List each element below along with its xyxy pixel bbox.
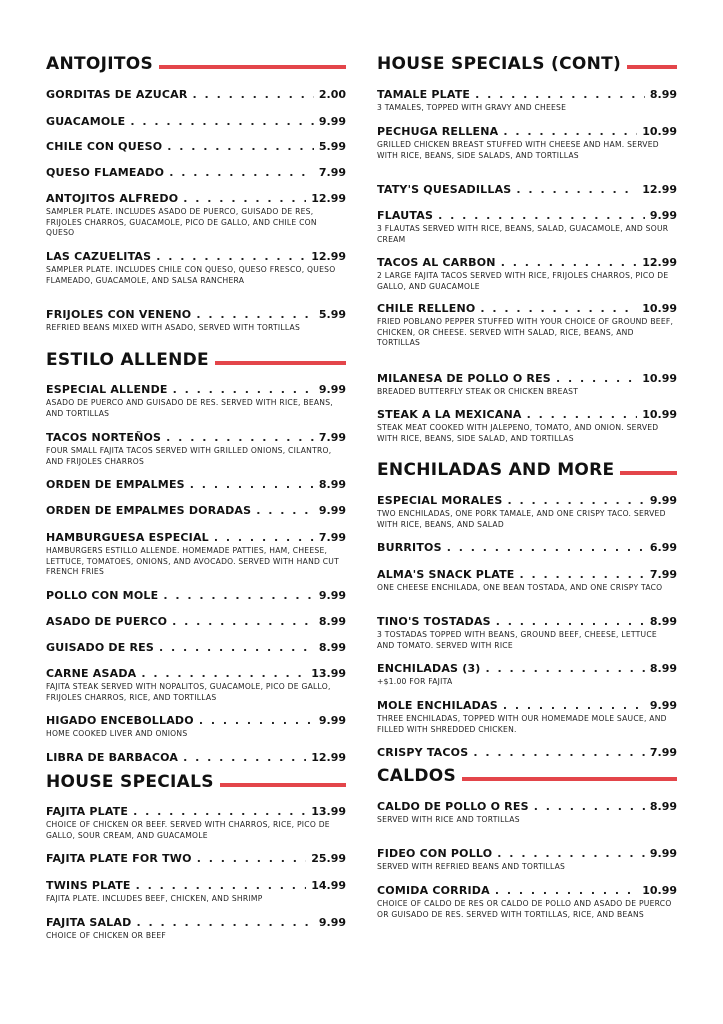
item-price: 10.99 xyxy=(642,125,677,138)
menu-item-burritos xyxy=(377,541,677,555)
item-line xyxy=(377,302,677,316)
item-price: 9.99 xyxy=(649,494,677,507)
item-line xyxy=(46,589,346,603)
menu-item-frijoles-con-veneno xyxy=(46,308,346,334)
menu-item-tino-s-tostadas xyxy=(377,615,677,651)
item-line xyxy=(377,125,677,139)
item-name: ESPECIAL ALLENDE xyxy=(46,383,168,396)
dot-leader xyxy=(507,494,644,507)
dot-leader xyxy=(520,568,645,581)
menu-item-guisado-de-res xyxy=(46,641,346,655)
item-price: 8.99 xyxy=(318,478,346,491)
item-price: 8.99 xyxy=(649,800,677,813)
dot-leader xyxy=(480,302,637,315)
item-price: 9.99 xyxy=(318,115,346,128)
item-name: CHILE RELLENO xyxy=(377,302,476,315)
item-line xyxy=(377,372,677,386)
item-name: ORDEN DE EMPALMES xyxy=(46,478,185,491)
item-name: TACOS NORTEÑOS xyxy=(46,431,162,444)
item-description: CHOICE OF CHICKEN OR BEEF xyxy=(46,931,167,940)
dot-leader xyxy=(167,140,314,153)
menu-item-fajita-salad xyxy=(46,916,346,942)
menu-item-guacamole xyxy=(46,115,346,129)
menu-item-taty-s-quesadillas xyxy=(377,183,677,197)
section-header-enchiladas-and-more xyxy=(377,460,677,480)
item-description: 3 TAMALES, TOPPED WITH GRAVY AND CHEESE xyxy=(377,103,567,112)
item-line xyxy=(377,800,677,814)
item-name: FRIJOLES CON VENENO xyxy=(46,308,192,321)
menu-item-antojitos-alfredo xyxy=(46,192,346,239)
section-rule xyxy=(627,65,677,69)
item-description: ASADO DE PUERCO AND GUISADO DE RES. SERVED WITH RICE, BEANS, AND TORTILLAS xyxy=(46,398,333,418)
dot-leader xyxy=(486,662,645,675)
dot-leader xyxy=(503,699,645,712)
item-description: SAMPLER PLATE. INCLUDES ASADO DE PUERCO, GUISADO DE RES, FRIJOLES CHARROS, GUACAMOLE, PICO DE GALLO, AND CHILE CON QUESO xyxy=(46,207,317,237)
item-price: 9.99 xyxy=(649,699,677,712)
menu-item-steak-a-la-mexicana xyxy=(377,408,677,444)
item-name: FAJITA PLATE xyxy=(46,805,129,818)
item-description: 3 TOSTADAS TOPPED WITH BEANS, GROUND BEEF, CHEESE, LETTUCE AND TOMATO. SERVED WITH RICE xyxy=(377,630,657,650)
item-line xyxy=(46,531,346,545)
item-price: 9.99 xyxy=(318,714,346,727)
item-description: CHOICE OF CHICKEN OR BEEF. SERVED WITH CHARROS, RICE, PICO DE GALLO, SOUR CREAM, AND GUACAMOLE xyxy=(46,820,330,840)
item-line xyxy=(46,852,346,866)
item-price: 7.99 xyxy=(318,431,346,444)
item-price: 12.99 xyxy=(642,183,677,196)
menu-item-fajita-plate-for-two xyxy=(46,852,346,866)
item-line xyxy=(377,209,677,223)
dot-leader xyxy=(497,847,645,860)
item-price: 7.99 xyxy=(318,531,346,544)
item-description: BREADED BUTTERFLY STEAK OR CHICKEN BREAST xyxy=(377,387,579,396)
item-line xyxy=(46,714,346,728)
section-title: HOUSE SPECIALS (CONT) xyxy=(377,54,622,74)
dot-leader xyxy=(501,256,638,269)
menu-item-milanesa-de-pollo-o-res xyxy=(377,372,677,398)
section-rule xyxy=(215,361,346,365)
dot-leader xyxy=(196,308,313,321)
item-price: 12.99 xyxy=(642,256,677,269)
section-rule xyxy=(220,783,346,787)
item-description: HAMBURGERS ESTILLO ALLENDE. HOMEMADE PATTIES, HAM, CHEESE, LETTUCE, TOMATOES, ONIONS, AND AVOCADO. SERVED WITH HAND CUT FRENCH FRIES xyxy=(46,546,340,576)
dot-leader xyxy=(516,183,637,196)
item-line xyxy=(377,408,677,422)
menu-item-carne-asada xyxy=(46,667,346,703)
menu-item-especial-allende xyxy=(46,383,346,419)
dot-leader xyxy=(183,192,306,205)
menu-item-asado-de-puerco xyxy=(46,615,346,629)
item-name: CHILE CON QUESO xyxy=(46,140,163,153)
dot-leader xyxy=(447,541,645,554)
item-name: BURRITOS xyxy=(377,541,442,554)
item-name: FAJITA PLATE FOR TWO xyxy=(46,852,192,865)
item-name: GUISADO DE RES xyxy=(46,641,154,654)
item-line xyxy=(46,308,346,322)
dot-leader xyxy=(141,667,306,680)
item-name: COMIDA CORRIDA xyxy=(377,884,490,897)
item-line xyxy=(377,615,677,629)
menu-item-tacos-al-carbon xyxy=(377,256,677,292)
item-line xyxy=(46,88,346,102)
item-line xyxy=(377,568,677,582)
item-line xyxy=(377,494,677,508)
item-line xyxy=(377,541,677,555)
dot-leader xyxy=(199,714,314,727)
dot-leader xyxy=(156,250,306,263)
item-line xyxy=(377,88,677,102)
dot-leader xyxy=(214,531,314,544)
menu-item-queso-flameado xyxy=(46,166,346,180)
item-name: ASADO DE PUERCO xyxy=(46,615,168,628)
menu-item-pollo-con-mole xyxy=(46,589,346,603)
menu-item-orden-de-empalmes xyxy=(46,478,346,492)
item-price: 8.99 xyxy=(318,615,346,628)
item-name: FLAUTAS xyxy=(377,209,434,222)
menu-item-las-cazuelitas xyxy=(46,250,346,286)
item-line xyxy=(46,504,346,518)
section-header-antojitos xyxy=(46,54,346,74)
item-description: FAJITA PLATE. INCLUDES BEEF, CHICKEN, AND SHRIMP xyxy=(46,894,263,903)
item-price: 7.99 xyxy=(649,746,677,759)
item-line xyxy=(46,250,346,264)
item-price: 10.99 xyxy=(642,884,677,897)
section-rule xyxy=(159,65,346,69)
item-name: GORDITAS DE AZUCAR xyxy=(46,88,188,101)
item-price: 9.99 xyxy=(318,383,346,396)
section-header-estilo-allende xyxy=(46,350,346,370)
item-name: TACOS AL CARBON xyxy=(377,256,496,269)
item-name: TWINS PLATE xyxy=(46,879,131,892)
item-name: ALMA'S SNACK PLATE xyxy=(377,568,515,581)
item-price: 12.99 xyxy=(311,192,346,205)
item-price: 2.00 xyxy=(318,88,346,101)
item-price: 10.99 xyxy=(642,408,677,421)
dot-leader xyxy=(136,916,313,929)
item-description: SERVED WITH REFRIED BEANS AND TORTILLAS xyxy=(377,862,566,871)
dot-leader xyxy=(159,641,314,654)
item-price: 10.99 xyxy=(642,372,677,385)
item-line xyxy=(377,847,677,861)
dot-leader xyxy=(256,504,314,517)
item-line xyxy=(46,751,346,765)
item-price: 10.99 xyxy=(642,302,677,315)
item-price: 7.99 xyxy=(318,166,346,179)
item-line xyxy=(377,256,677,270)
menu-item-alma-s-snack-plate xyxy=(377,568,677,594)
dot-leader xyxy=(496,615,645,628)
item-description: THREE ENCHILADAS, TOPPED WITH OUR HOMEMADE MOLE SAUCE, AND FILLED WITH SHREDDED CHICKEN. xyxy=(377,714,667,734)
section-rule xyxy=(620,471,677,475)
item-description: TWO ENCHILADAS, ONE PORK TAMALE, AND ONE CRISPY TACO. SERVED WITH RICE, BEANS, AND SALAD xyxy=(377,509,666,529)
dot-leader xyxy=(556,372,637,385)
item-line xyxy=(377,699,677,713)
dot-leader xyxy=(495,884,637,897)
dot-leader xyxy=(193,88,314,101)
item-line xyxy=(46,115,346,129)
menu-item-chile-relleno xyxy=(377,302,677,349)
item-description: FAJITA STEAK SERVED WITH NOPALITOS, GUACAMOLE, PICO DE GALLO, FRIJOLES CHARROS, RICE, AND TORTILLAS xyxy=(46,682,331,702)
section-title: CALDOS xyxy=(377,766,457,786)
item-price: 14.99 xyxy=(311,879,346,892)
item-name: MOLE ENCHILADAS xyxy=(377,699,498,712)
item-line xyxy=(46,805,346,819)
dot-leader xyxy=(183,751,306,764)
item-line xyxy=(46,478,346,492)
item-name: TATY'S QUESADILLAS xyxy=(377,183,512,196)
item-name: LIBRA DE BARBACOA xyxy=(46,751,179,764)
item-price: 7.99 xyxy=(649,568,677,581)
menu-item-enchiladas-3 xyxy=(377,662,677,688)
menu-item-fideo-con-pollo xyxy=(377,847,677,873)
item-line xyxy=(46,879,346,893)
item-price: 25.99 xyxy=(311,852,346,865)
item-description: GRILLED CHICKEN BREAST STUFFED WITH CHEESE AND HAM. SERVED WITH RICE, BEANS, SIDE SALADS, AND TORTILLAS xyxy=(377,140,659,160)
menu-item-fajita-plate xyxy=(46,805,346,841)
item-price: 5.99 xyxy=(318,308,346,321)
dot-leader xyxy=(527,408,638,421)
item-price: 9.99 xyxy=(318,504,346,517)
item-price: 5.99 xyxy=(318,140,346,153)
item-line xyxy=(46,615,346,629)
item-name: STEAK A LA MEXICANA xyxy=(377,408,522,421)
dot-leader xyxy=(169,166,314,179)
item-name: TINO'S TOSTADAS xyxy=(377,615,491,628)
section-title: ESTILO ALLENDE xyxy=(46,350,209,370)
item-description: ONE CHEESE ENCHILADA, ONE BEAN TOSTADA, AND ONE CRISPY TACO xyxy=(377,583,663,592)
item-name: MILANESA DE POLLO O RES xyxy=(377,372,551,385)
menu-item-comida-corrida xyxy=(377,884,677,920)
item-name: ORDEN DE EMPALMES DORADAS xyxy=(46,504,252,517)
item-name: ENCHILADAS (3) xyxy=(377,662,481,675)
item-price: 8.99 xyxy=(649,88,677,101)
menu-item-orden-de-empalmes-doradas xyxy=(46,504,346,518)
item-name: CARNE ASADA xyxy=(46,667,137,680)
item-price: 13.99 xyxy=(311,805,346,818)
menu-item-gorditas-de-azucar xyxy=(46,88,346,102)
item-name: QUESO FLAMEADO xyxy=(46,166,165,179)
dot-leader xyxy=(172,615,314,628)
item-line xyxy=(46,140,346,154)
item-description: FOUR SMALL FAJITA TACOS SERVED WITH GRILLED ONIONS, CILANTRO, AND FRIJOLES CHARROS xyxy=(46,446,332,466)
dot-leader xyxy=(190,478,314,491)
dot-leader xyxy=(136,879,307,892)
menu-item-pechuga-rellena xyxy=(377,125,677,161)
menu-item-especial-morales xyxy=(377,494,677,530)
item-description: CHOICE OF CALDO DE RES OR CALDO DE POLLO AND ASADO DE PUERCO OR GUISADO DE RES. SERVED WITH TORTILLAS, RICE, AND BEANS xyxy=(377,899,672,919)
menu-item-libra-de-barbacoa xyxy=(46,751,346,765)
item-description: SERVED WITH RICE AND TORTILLAS xyxy=(377,815,520,824)
section-title: HOUSE SPECIALS xyxy=(46,772,214,792)
dot-leader xyxy=(534,800,645,813)
item-description: +$1.00 FOR FAJITA xyxy=(377,677,453,686)
item-name: ESPECIAL MORALES xyxy=(377,494,503,507)
item-price: 8.99 xyxy=(649,615,677,628)
item-price: 9.99 xyxy=(649,209,677,222)
item-price: 12.99 xyxy=(311,250,346,263)
menu-item-caldo-de-pollo-o-res xyxy=(377,800,677,826)
item-description: STEAK MEAT COOKED WITH JALEPENO, TOMATO, AND ONION. SERVED WITH RICE, BEANS, SIDE SALAD, AND TORTILLAS xyxy=(377,423,659,443)
dot-leader xyxy=(133,805,306,818)
item-name: FAJITA SALAD xyxy=(46,916,132,929)
section-rule xyxy=(462,777,677,781)
dot-leader xyxy=(197,852,307,865)
section-header-house-specials xyxy=(46,772,346,792)
menu-item-hamburguesa-especial xyxy=(46,531,346,578)
section-header-caldos xyxy=(377,766,677,786)
section-title: ENCHILADAS AND MORE xyxy=(377,460,615,480)
dot-leader xyxy=(475,88,645,101)
item-price: 12.99 xyxy=(311,751,346,764)
item-description: 3 FLAUTAS SERVED WITH RICE, BEANS, SALAD, GUACAMOLE, AND SOUR CREAM xyxy=(377,224,669,244)
dot-leader xyxy=(166,431,314,444)
item-name: LAS CAZUELITAS xyxy=(46,250,152,263)
item-line xyxy=(377,183,677,197)
item-name: POLLO CON MOLE xyxy=(46,589,159,602)
menu-item-mole-enchiladas xyxy=(377,699,677,735)
dot-leader xyxy=(473,746,645,759)
item-name: ANTOJITOS ALFREDO xyxy=(46,192,179,205)
dot-leader xyxy=(130,115,314,128)
item-description: HOME COOKED LIVER AND ONIONS xyxy=(46,729,188,738)
item-name: FIDEO CON POLLO xyxy=(377,847,493,860)
menu-item-twins-plate xyxy=(46,879,346,905)
item-price: 6.99 xyxy=(649,541,677,554)
dot-leader xyxy=(173,383,314,396)
menu-item-higado-encebollado xyxy=(46,714,346,740)
item-line xyxy=(46,383,346,397)
item-price: 9.99 xyxy=(649,847,677,860)
item-description: FRIED POBLANO PEPPER STUFFED WITH YOUR CHOICE OF GROUND BEEF, CHICKEN, OR CHEESE. SERVED WITH SALAD, RICE, BEANS, AND TORTILLAS xyxy=(377,317,674,347)
item-line xyxy=(377,662,677,676)
menu-item-tacos-norte-os xyxy=(46,431,346,467)
dot-leader xyxy=(163,589,314,602)
item-price: 8.99 xyxy=(649,662,677,675)
item-line xyxy=(46,166,346,180)
item-line xyxy=(377,884,677,898)
item-line xyxy=(377,746,677,760)
section-header-house-specials-cont xyxy=(377,54,677,74)
menu-item-flautas xyxy=(377,209,677,245)
item-line xyxy=(46,431,346,445)
dot-leader xyxy=(503,125,637,138)
item-name: HAMBURGUESA ESPECIAL xyxy=(46,531,209,544)
item-line xyxy=(46,192,346,206)
dot-leader xyxy=(438,209,645,222)
item-price: 9.99 xyxy=(318,589,346,602)
item-name: PECHUGA RELLENA xyxy=(377,125,499,138)
item-price: 9.99 xyxy=(318,916,346,929)
item-line xyxy=(46,667,346,681)
menu-item-tamale-plate xyxy=(377,88,677,114)
menu-item-crispy-tacos xyxy=(377,746,677,760)
section-title: ANTOJITOS xyxy=(46,54,154,74)
item-price: 8.99 xyxy=(318,641,346,654)
item-line xyxy=(46,641,346,655)
menu-item-chile-con-queso xyxy=(46,140,346,154)
item-name: TAMALE PLATE xyxy=(377,88,471,101)
item-line xyxy=(46,916,346,930)
item-description: 2 LARGE FAJITA TACOS SERVED WITH RICE, FRIJOLES CHARROS, PICO DE GALLO, AND GUACAMOLE xyxy=(377,271,669,291)
item-description: SAMPLER PLATE. INCLUDES CHILE CON QUESO, QUESO FRESCO, QUESO FLAMEADO, GUACAMOLE, AND SALSA RANCHERA xyxy=(46,265,336,285)
item-name: CALDO DE POLLO O RES xyxy=(377,800,529,813)
item-name: HIGADO ENCEBOLLADO xyxy=(46,714,194,727)
item-name: CRISPY TACOS xyxy=(377,746,469,759)
item-price: 13.99 xyxy=(311,667,346,680)
item-name: GUACAMOLE xyxy=(46,115,126,128)
item-description: REFRIED BEANS MIXED WITH ASADO, SERVED WITH TORTILLAS xyxy=(46,323,301,332)
